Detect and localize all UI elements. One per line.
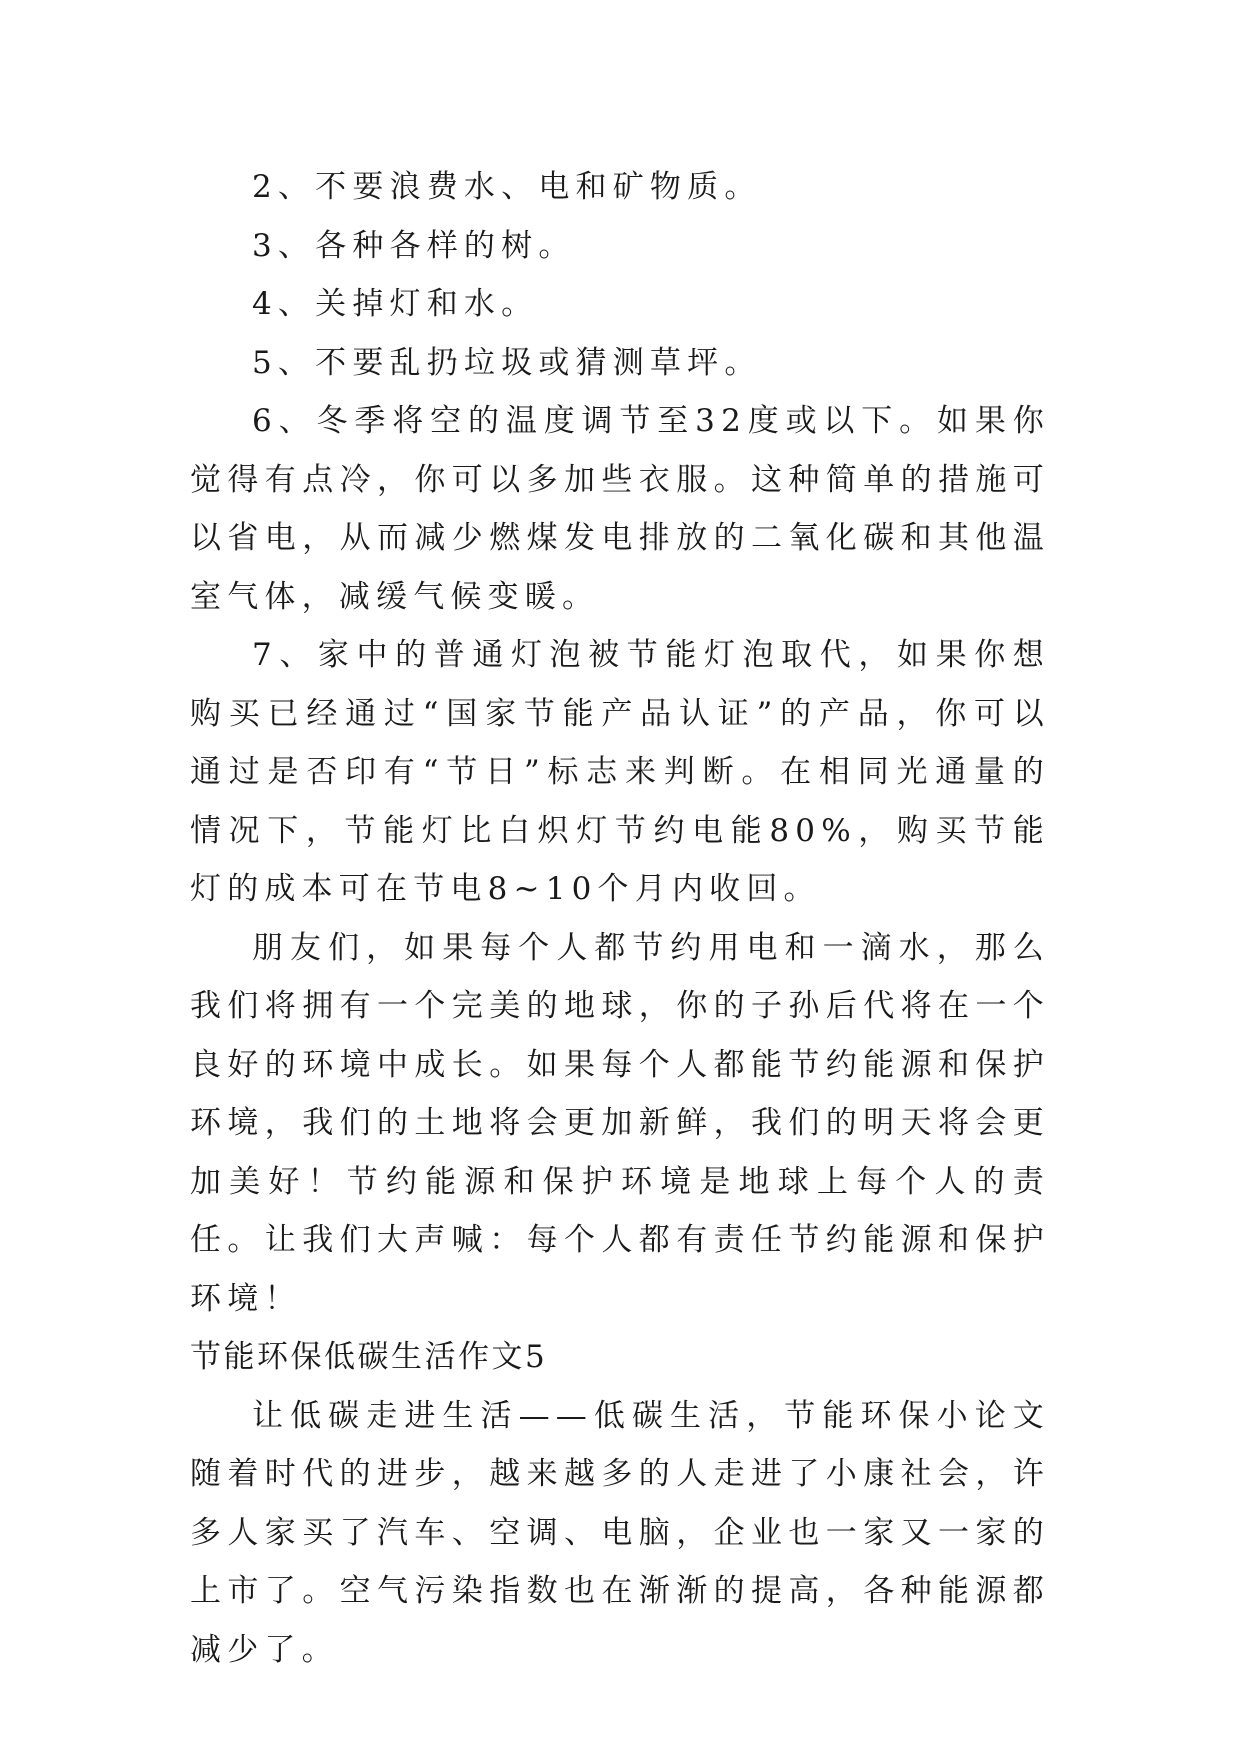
list-item-7: 7、家中的普通灯泡被节能灯泡取代，如果你想购买已经通过“国家节能产品认证”的产品，你可以通过是否印有“节日”标志来判断。在相同光通量的情况下，节能灯比白炽灯节约电能80%，购买节能灯的成本可在节电8~10个月内收回。: [190, 637, 1050, 907]
section-heading: 节能环保低碳生活作文5: [190, 1339, 548, 1375]
list-item-6: 6、冬季将空的温度调节至32度或以下。如果你觉得有点冷，你可以多加些衣服。这种简单的措施可以省电，从而减少燃煤发电排放的二氧化碳和其他温室气体，减缓气候变暖。: [190, 403, 1050, 615]
document-body: [190, 158, 1050, 1679]
list-item-4: 4、关掉灯和水。: [252, 286, 539, 322]
list-item-3: 3、各种各样的树。: [252, 227, 576, 264]
list-item-5: 5、不要乱扔垃圾或猜测草坪。: [252, 344, 762, 381]
closing-paragraph: 朋友们，如果每个人都节约用电和一滴水，那么我们将拥有一个完美的地球，你的子孙后代将在一个良好的环境中成长。如果每个人都能节约能源和保护环境，我们的土地将会更加新鲜，我们的明天将会更加美好！节约能源和保护环境是地球上每个人的责任。让我们大声喊：每个人都有责任节约能源和保护环境！: [190, 929, 1050, 1317]
section-paragraph: 让低碳走进生活——低碳生活，节能环保小论文随着时代的进步，越来越多的人走进了小康社会，许多人家买了汽车、空调、电脑，企业也一家又一家的上市了。空气污染指数也在渐渐的提高，各种能源都减少了。: [190, 1397, 1050, 1668]
list-item-2: 2、不要浪费水、电和矿物质。: [252, 169, 762, 205]
